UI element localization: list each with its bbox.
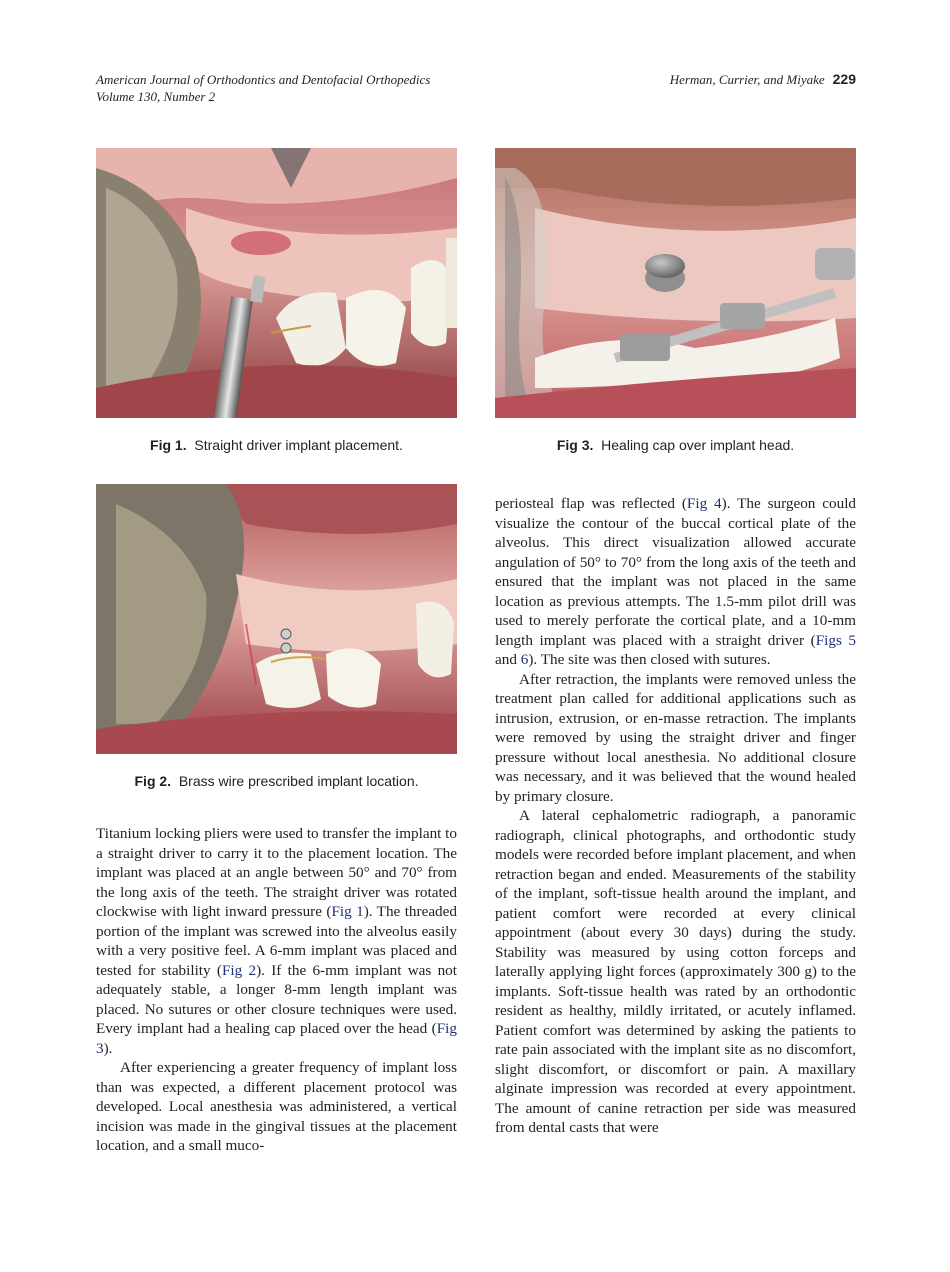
running-header-left xyxy=(96,71,430,105)
figure-link[interactable]: Fig 3 xyxy=(96,1020,457,1057)
figure-2-caption-text: Brass wire prescribed implant location. xyxy=(178,773,419,789)
text-run: ). If the 6-mm implant was not adequately stable, a longer 8-mm length implant was placed. No sutures or other closure techniques were used. Every implant had a healing cap placed over the head ( xyxy=(96,961,457,1037)
figure-3-caption-text: Healing cap over implant head. xyxy=(601,437,795,453)
figure-2-label: Fig 2. xyxy=(134,773,172,789)
figure-3-label: Fig 3. xyxy=(556,437,594,453)
body-paragraph: A lateral cephalometric radiograph, a panoramic radiograph, clinical photographs, and orthodontic study models were recorded before implant placement, and when retraction began and ended. Measurements of the stability of the implant, soft-tissue health around the implant, and patient comfort were recorded at every clinical appointment (about every 30 days) during the study. Stability was measured by using cotton forceps and laterally applying light forces (approximately 300 g) to the implants. Soft-tissue health was rated by an orthodontic resident as healthy, mildly irritated, or acutely inflamed. Patient comfort was determined by asking the patients to rate pain associated with the implant site as no discomfort, slight discomfort, or discomfort or pain. A maxillary alginate impression was recorded at every appointment. The amount of canine retraction per side was measured from dental casts that were xyxy=(495,807,856,1136)
figure-1-caption xyxy=(96,436,457,454)
page-number: 229 xyxy=(832,71,856,87)
figure-link[interactable]: Fig 1 xyxy=(331,903,364,920)
body-paragraph xyxy=(96,824,457,1058)
right-column xyxy=(495,494,856,1138)
text-run: ). The site was then closed with sutures. xyxy=(528,651,771,668)
running-header-right xyxy=(670,71,856,88)
figure-2-photo xyxy=(96,484,457,754)
text-run: ). xyxy=(103,1039,113,1057)
figure-1-caption-text: Straight driver implant placement. xyxy=(194,437,403,453)
body-paragraph: After retraction, the implants were removed unless the treatment plan called for additional applications such as intrusion, extrusion, or en-masse retraction. The implants were removed by using the straight driver and finger pressure without local anesthesia. No additional closure was necessary, and it was believed that the wound healed by primary closure. xyxy=(495,670,856,805)
text-run: and xyxy=(495,651,521,668)
figure-2-caption xyxy=(96,772,457,790)
figure-3-caption xyxy=(495,436,856,454)
left-column xyxy=(96,824,457,1156)
body-paragraph: After experiencing a greater frequency of implant loss than was expected, a different placement protocol was developed. Local anesthesia was administered, a vertical incision was made in the gingival tissues at the placement location, and a small muco- xyxy=(96,1059,457,1154)
figure-link[interactable]: Figs 5 xyxy=(815,631,857,649)
figure-link[interactable]: 6 xyxy=(520,651,529,668)
authors: Herman, Currier, and Miyake xyxy=(669,72,825,87)
body-paragraph xyxy=(495,494,856,670)
text-run: ). The threaded portion of the implant was screwed into the alveolus easily with a very positive feel. A 6-mm implant was placed and tested for stability ( xyxy=(96,903,457,979)
figure-3-photo xyxy=(495,148,856,418)
figure-link[interactable]: Fig 4 xyxy=(686,495,722,512)
text-run: ). The surgeon could visualize the contour of the buccal cortical plate of the alveolus. This direct visualization allowed accurate angulation of 50° to 70° from the long axis of the teeth and ensured that the implant was not placed in the same location as previous attempts. The 1.5-mm pilot drill was used to merely perforate the cortical plate, and a 10-mm length implant was placed with a straight driver ( xyxy=(495,495,857,649)
figure-1-label: Fig 1. xyxy=(150,437,187,453)
text-run: periosteal flap was reflected ( xyxy=(495,495,687,512)
journal-title: American Journal of Orthodontics and Dentofacial Orthopedics xyxy=(96,72,431,87)
text-run: Titanium locking pliers were used to transfer the implant to a straight driver to carry it to the placement location. The implant was placed at an angle between 50° and 70° from the long axis of the teeth. The straight driver was rotated clockwise with light inward pressure ( xyxy=(96,825,457,920)
figure-1-photo xyxy=(96,148,457,418)
journal-volume: Volume 130, Number 2 xyxy=(96,89,216,104)
figure-link[interactable]: Fig 2 xyxy=(221,961,257,979)
